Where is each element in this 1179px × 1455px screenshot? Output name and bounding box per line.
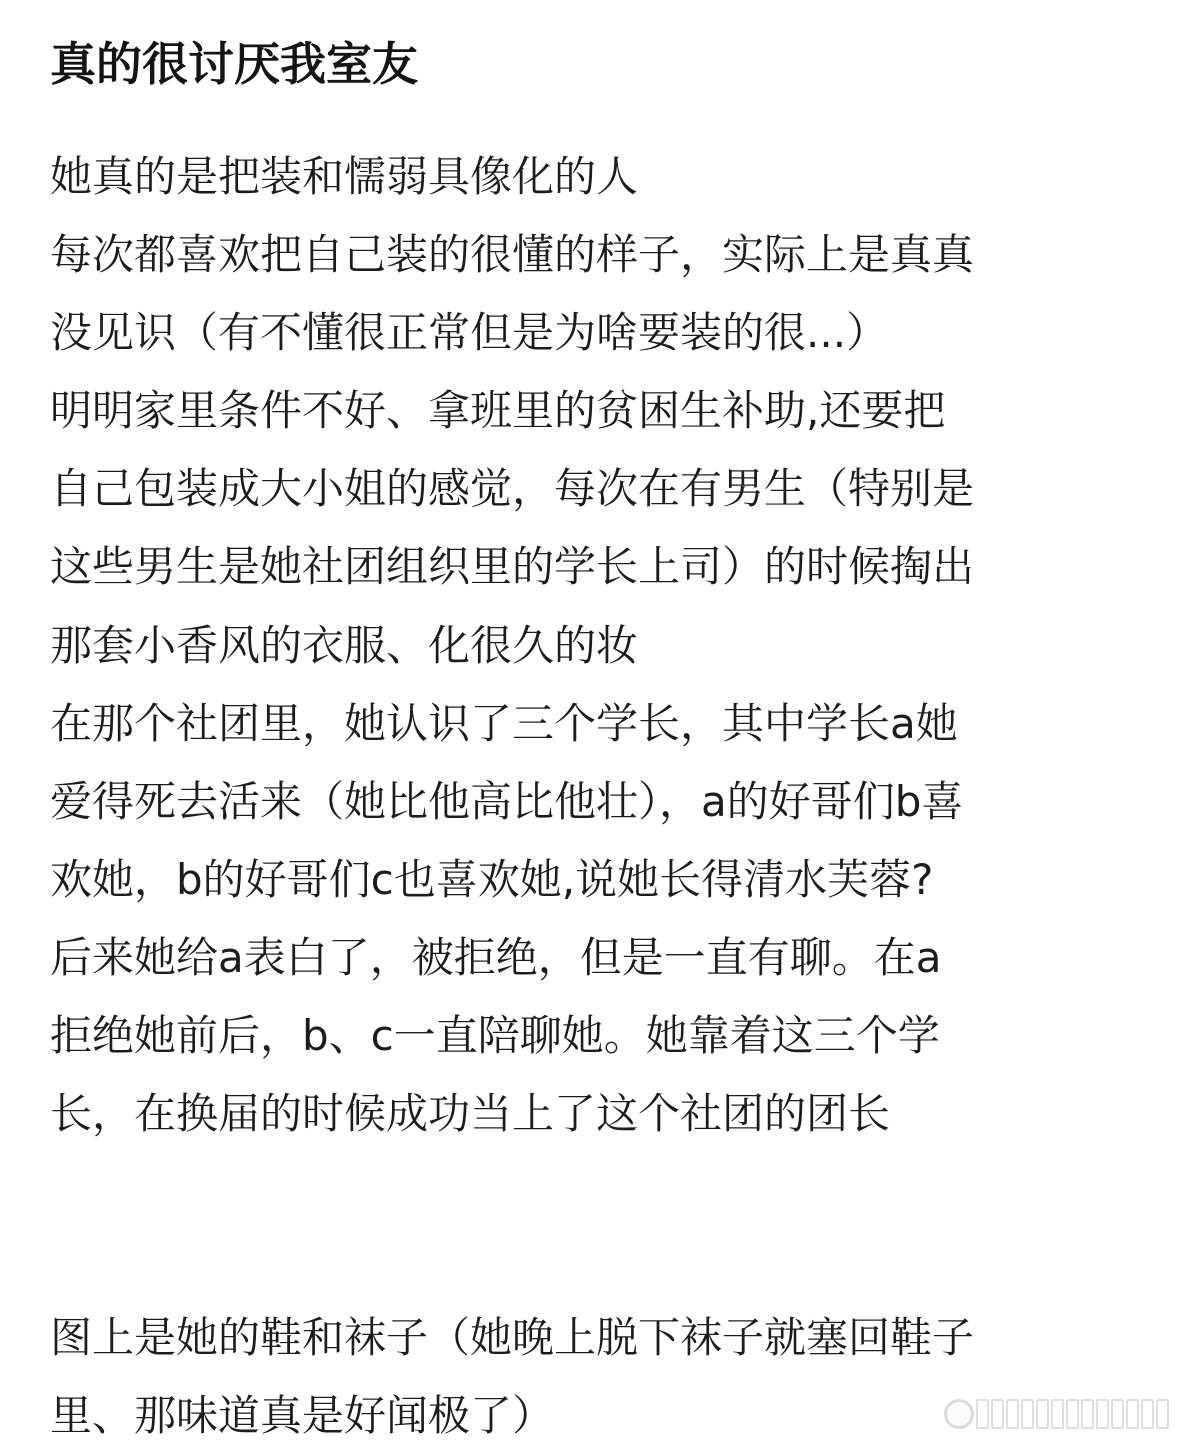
post-body <box>50 138 1150 1455</box>
text-line: 长，在换届的时候成功当上了这个社团的团长 <box>50 1089 891 1139</box>
watermark-bar-icon <box>1021 1399 1034 1429</box>
text-line: 没见识（有不懂很正常但是为啥要装的很...） <box>50 308 889 358</box>
post <box>50 0 1150 1455</box>
watermark-bar-icon <box>1126 1399 1139 1429</box>
text-line: 里、那味道真是好闻极了） <box>50 1391 555 1441</box>
watermark-bar-icon <box>1081 1399 1094 1429</box>
watermark-bar-icon <box>1141 1399 1154 1429</box>
watermark-bar-icon <box>1156 1399 1169 1429</box>
watermark-logo-icon <box>944 1397 1169 1431</box>
text-line: 爱得死去活来（她比他高比他壮），a的好哥们b喜 <box>50 776 964 826</box>
text-line: 她真的是把装和懦弱具像化的人 <box>50 152 639 201</box>
watermark-bar-icon <box>1006 1399 1019 1429</box>
post-title: 真的很讨厌我室友 <box>50 37 418 91</box>
watermark-bar-icon <box>991 1399 1004 1429</box>
text-line: 这些男生是她社团组织里的学长上司）的时候掏出 <box>50 542 975 592</box>
watermark-disc-icon <box>944 1399 974 1429</box>
watermark-bar-icon <box>1051 1399 1064 1429</box>
text-line: 明明家里条件不好、拿班里的贫困生补助,还要把 <box>50 386 946 436</box>
text-line: 在那个社团里，她认识了三个学长，其中学长a她 <box>50 698 958 748</box>
watermark-bar-icon <box>1036 1399 1049 1429</box>
paragraph-2 <box>50 1299 1150 1455</box>
text-line: 拒绝她前后，b、c一直陪聊她。她靠着这三个学 <box>50 1011 940 1061</box>
watermark-bar-icon <box>1096 1399 1109 1429</box>
text-line: 那套小香风的衣服、化很久的妆 <box>50 620 639 670</box>
watermark-bar-icon <box>1111 1399 1124 1429</box>
watermark-bar-icon <box>1066 1399 1079 1429</box>
watermark-bar-icon <box>976 1399 989 1429</box>
paragraph-1 <box>50 138 1150 1153</box>
text-line: 每次都喜欢把自己装的很懂的样子，实际上是真真 <box>50 230 975 280</box>
text-line: 欢她，b的好哥们c也喜欢她,说她长得清水芙蓉? <box>50 854 934 904</box>
text-line: 图上是她的鞋和袜子（她晚上脱下袜子就塞回鞋子 <box>50 1313 975 1363</box>
text-line: 后来她给a表白了，被拒绝，但是一直有聊。在a <box>50 932 942 982</box>
text-line: 自己包装成大小姐的感觉，每次在有男生（特别是 <box>50 464 975 514</box>
